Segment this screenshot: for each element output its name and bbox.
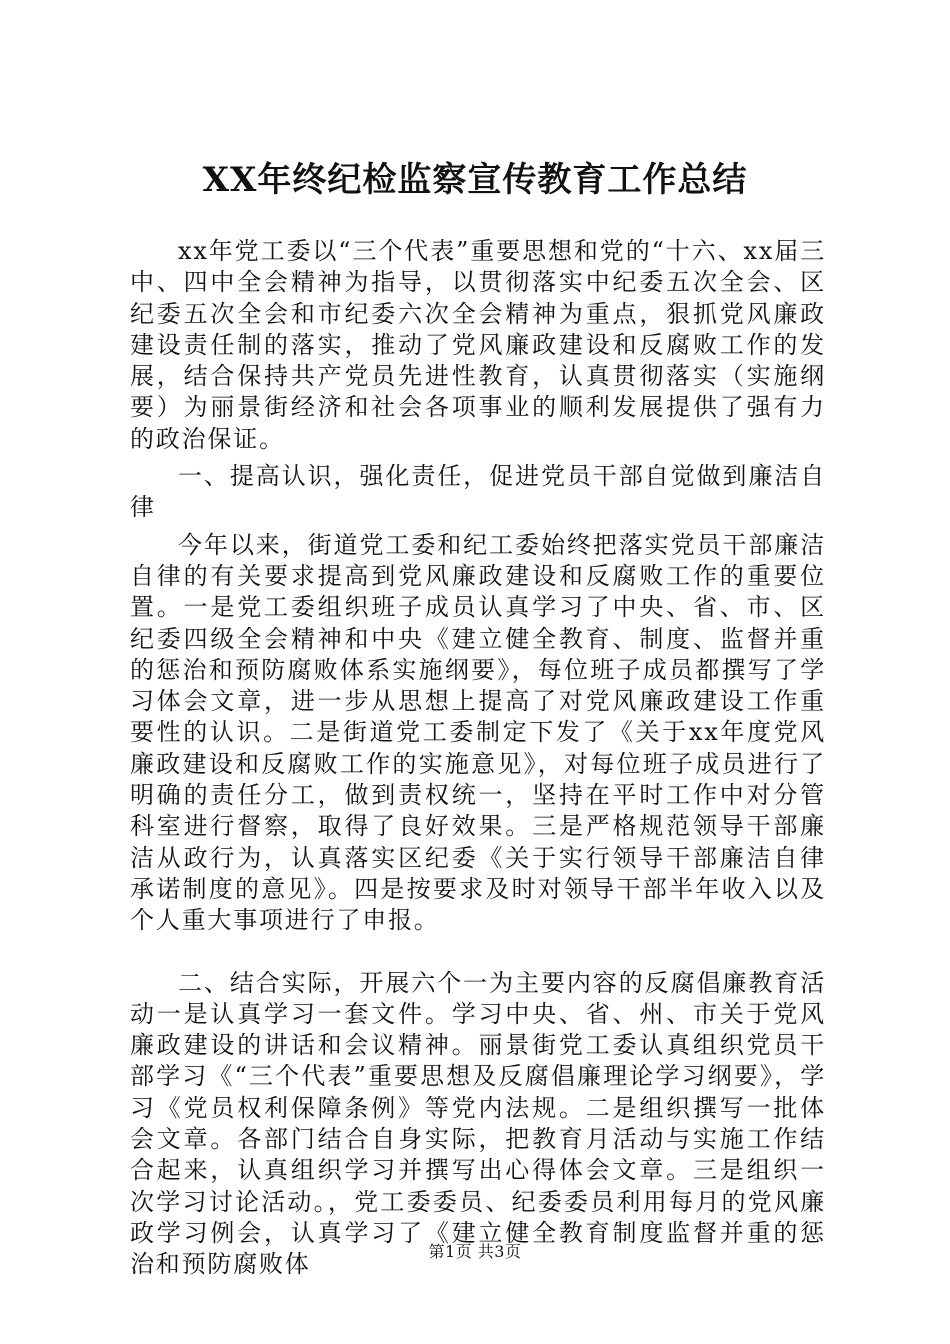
section-heading-2-paragraph: 二、结合实际，开展六个一为主要内容的反腐倡廉教育活动一是认真学习一套文件。学习中央、省、州、市关于党风廉政建设的讲话和会议精神。丽景街党工委认真组织党员干部学习《“三个代表”重要思想及反腐倡廉理论学习纲要》，学习《党员权利保障条例》等党内法规。二是组织撰写一批体会文章。各部门结合自身实际，把教育月活动与实施工作结合起来，认真组织学习并撰写出心得体会文章。三是组织一次学习讨论活动。，党工委委员、纪委委员利用每月的党风廉政学习例会，认真学习了《建立健全教育制度监督并重的惩治和预防腐败体	[130, 968, 826, 1279]
section-heading-1: 一、提高认识，强化责任，促进党员干部自觉做到廉洁自律	[130, 462, 826, 522]
document-body	[130, 236, 826, 1281]
page-footer: 第1页 共3页	[428, 1242, 522, 1261]
document-title: XX年终纪检监察宣传教育工作总结	[202, 160, 748, 200]
intro-paragraph: xx年党工委以“三个代表”重要思想和党的“十六、xx届三中、四中全会精神为指导，以贯彻落实中纪委五次全会、区纪委五次全会和市纪委六次全会精神为重点，狠抓党风廉政建设责任制的落实，推动了党风廉政建设和反腐败工作的发展，结合保持共产党员先进性教育，认真贯彻落实（实施纲要）为丽景街经济和社会各项事业的顺利发展提供了强有力的政治保证。	[130, 237, 826, 453]
section-1-paragraph: 今年以来，街道党工委和纪工委始终把落实党员干部廉洁自律的有关要求提高到党风廉政建设和反腐败工作的重要位置。一是党工委组织班子成员认真学习了中央、省、市、区纪委四级全会精神和中央《建立健全教育、制度、监督并重的惩治和预防腐败体系实施纲要》，每位班子成员都撰写了学习体会文章，进一步从思想上提高了对党风廉政建设工作重要性的认识。二是街道党工委制定下发了《关于xx年度党风廉政建设和反腐败工作的实施意见》，对每位班子成员进行了明确的责任分工，做到责权统一，坚持在平时工作中对分管科室进行督察，取得了良好效果。三是严格规范领导干部廉洁从政行为，认真落实区纪委《关于实行领导干部廉洁自律承诺制度的意见》。四是按要求及时对领导干部半年收入以及个人重大事项进行了申报。	[130, 530, 826, 935]
